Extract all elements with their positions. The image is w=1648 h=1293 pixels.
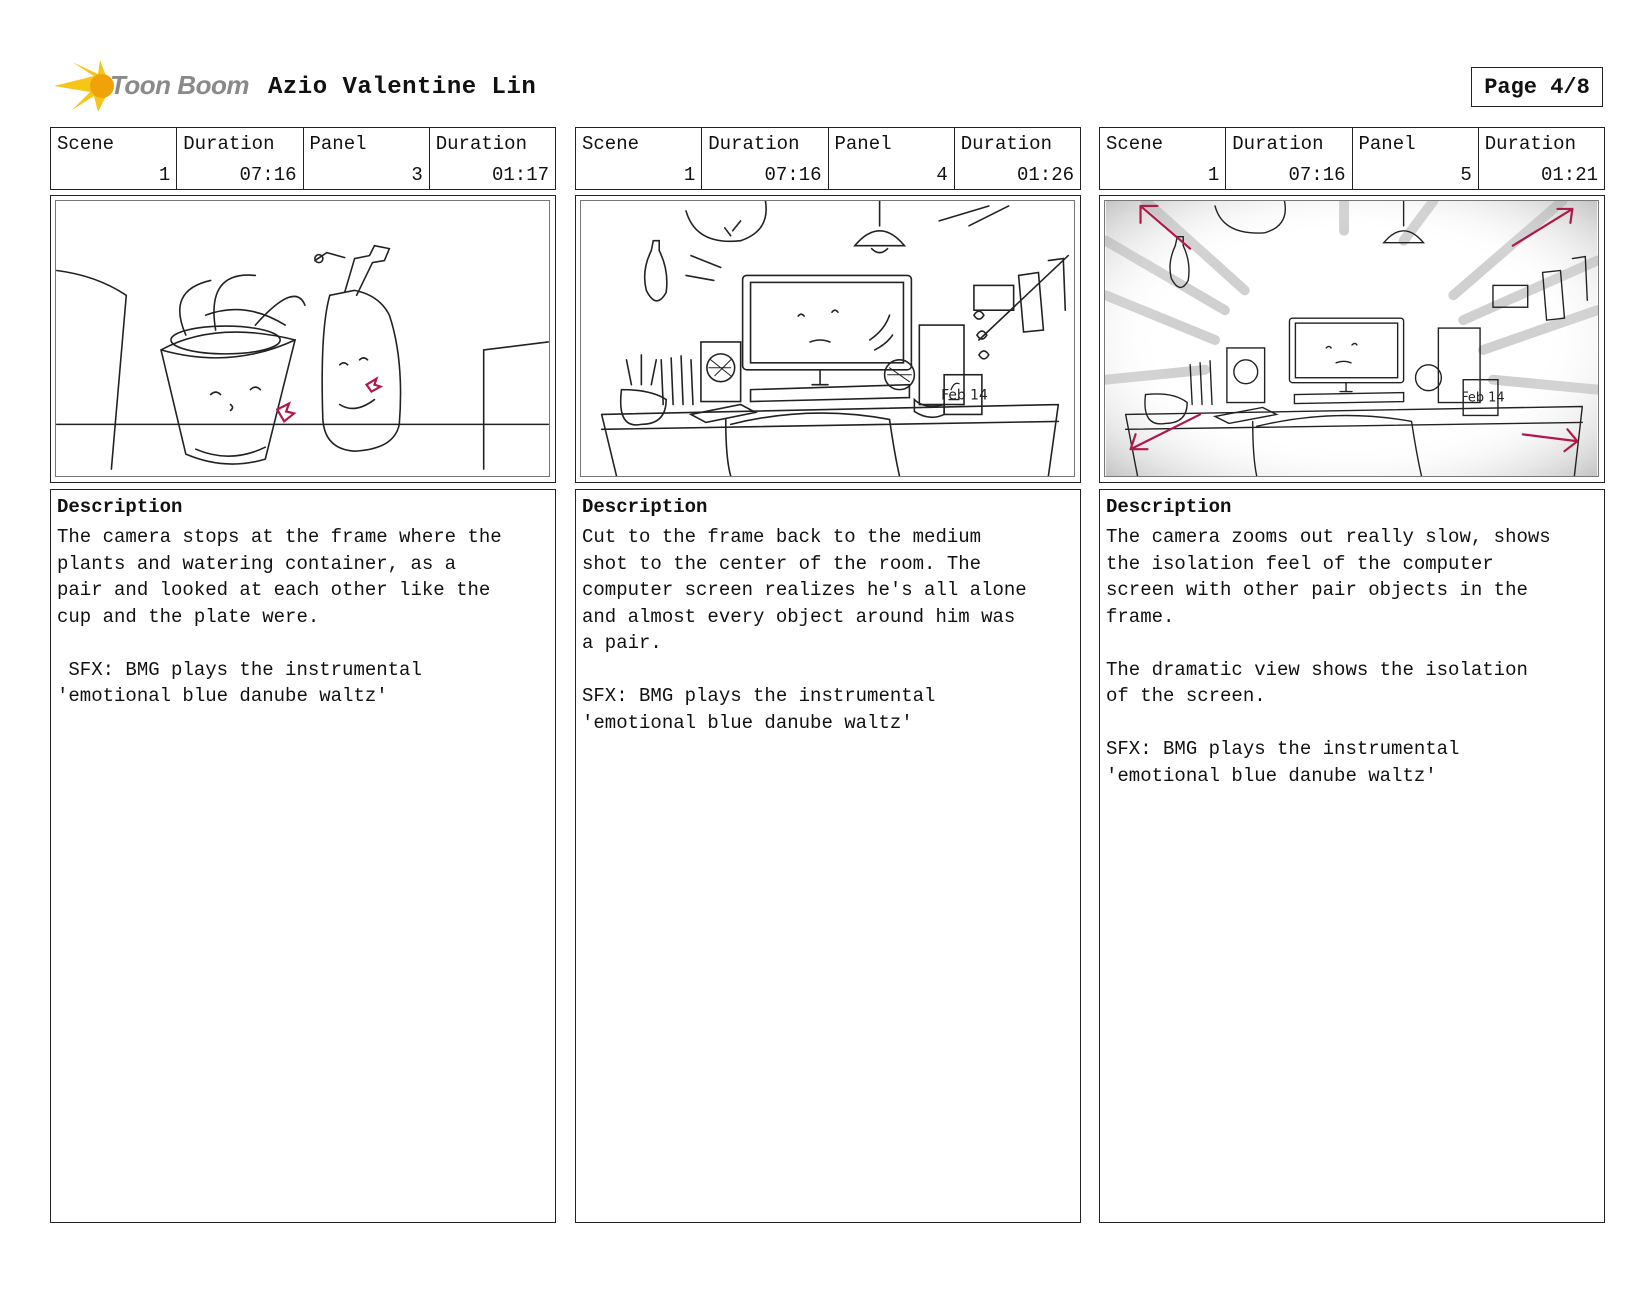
panel-info-bar xyxy=(575,127,1081,190)
scene-cell xyxy=(51,128,177,189)
description-box xyxy=(575,489,1081,1223)
description-box xyxy=(1099,489,1605,1223)
logo-text: Toon Boom xyxy=(110,70,249,100)
sketch-plant-and-bottle-image xyxy=(55,200,550,477)
scene-duration: 07:16 xyxy=(1288,164,1346,186)
duration-label: Duration xyxy=(1232,133,1324,155)
panel-label: Panel xyxy=(834,133,892,155)
scene-cell xyxy=(1100,128,1226,189)
panel-number: 4 xyxy=(936,164,948,186)
panel-label: Panel xyxy=(309,133,367,155)
scene-number: 1 xyxy=(1207,164,1220,186)
panel-cell xyxy=(304,128,430,189)
duration-label: Duration xyxy=(183,133,275,155)
panel-label: Panel xyxy=(1358,133,1416,155)
duration-label: Duration xyxy=(960,133,1052,155)
description-text: Cut to the frame back to the medium shot to the center of the room. The computer screen realizes he's all alone and almost every object around him was a pair. SFX: BMG plays the instrumental 'emotional blue danube waltz' xyxy=(582,526,1027,734)
description-text: The camera zooms out really slow, shows the isolation feel of the computer screen with other pair objects in the frame. The dramatic view shows the isolation of the screen. SFX: BMG plays the instrumental 'emotional blue danube waltz' xyxy=(1106,526,1551,787)
description-label: Description xyxy=(582,496,708,518)
panel-duration-cell xyxy=(1479,128,1604,189)
panel-cell xyxy=(829,128,955,189)
scene-duration-cell xyxy=(702,128,828,189)
scene-label: Scene xyxy=(1106,133,1164,155)
panel-info-bar xyxy=(50,127,556,190)
scene-duration: 07:16 xyxy=(239,164,297,186)
calendar-sketch-label: Feb 14 xyxy=(941,387,988,404)
duration-label: Duration xyxy=(708,133,800,155)
panel-duration-cell xyxy=(430,128,555,189)
scene-number: 1 xyxy=(158,164,171,186)
description-text: The camera stops at the frame where the plants and watering container, as a pair and looked at each other like the cup and the plate were. SFX: BMG plays the instrumental 'emotional blue danube waltz' xyxy=(57,526,502,707)
author-name: Azio Valentine Lin xyxy=(268,74,537,101)
panel-number: 5 xyxy=(1460,164,1472,186)
panel-info-bar xyxy=(1099,127,1605,190)
description-label: Description xyxy=(1106,496,1232,518)
scene-duration: 07:16 xyxy=(764,164,822,186)
panel-duration-cell xyxy=(955,128,1080,189)
sketch-desk-computer-image xyxy=(580,200,1075,477)
calendar-sketch-label: Feb 14 xyxy=(1461,390,1505,406)
duration-label: Duration xyxy=(435,133,527,155)
scene-number: 1 xyxy=(683,164,696,186)
scene-duration-cell xyxy=(1226,128,1352,189)
scene-label: Scene xyxy=(57,133,115,155)
panel-duration: 01:26 xyxy=(1016,164,1074,186)
duration-label: Duration xyxy=(1484,133,1576,155)
description-label: Description xyxy=(57,496,183,518)
scene-duration-cell xyxy=(177,128,303,189)
panel-duration: 01:21 xyxy=(1540,164,1598,186)
storyboard-frame xyxy=(50,195,556,483)
panel-duration: 01:17 xyxy=(491,164,549,186)
scene-cell xyxy=(576,128,702,189)
panel-number: 3 xyxy=(411,164,423,186)
panel-cell xyxy=(1353,128,1479,189)
description-box xyxy=(50,489,556,1223)
storyboard-frame xyxy=(1099,195,1605,483)
scene-label: Scene xyxy=(582,133,640,155)
sketch-zoom-out-desk-image xyxy=(1104,200,1599,477)
page-number: Page 4/8 xyxy=(1471,67,1603,107)
storyboard-frame xyxy=(575,195,1081,483)
